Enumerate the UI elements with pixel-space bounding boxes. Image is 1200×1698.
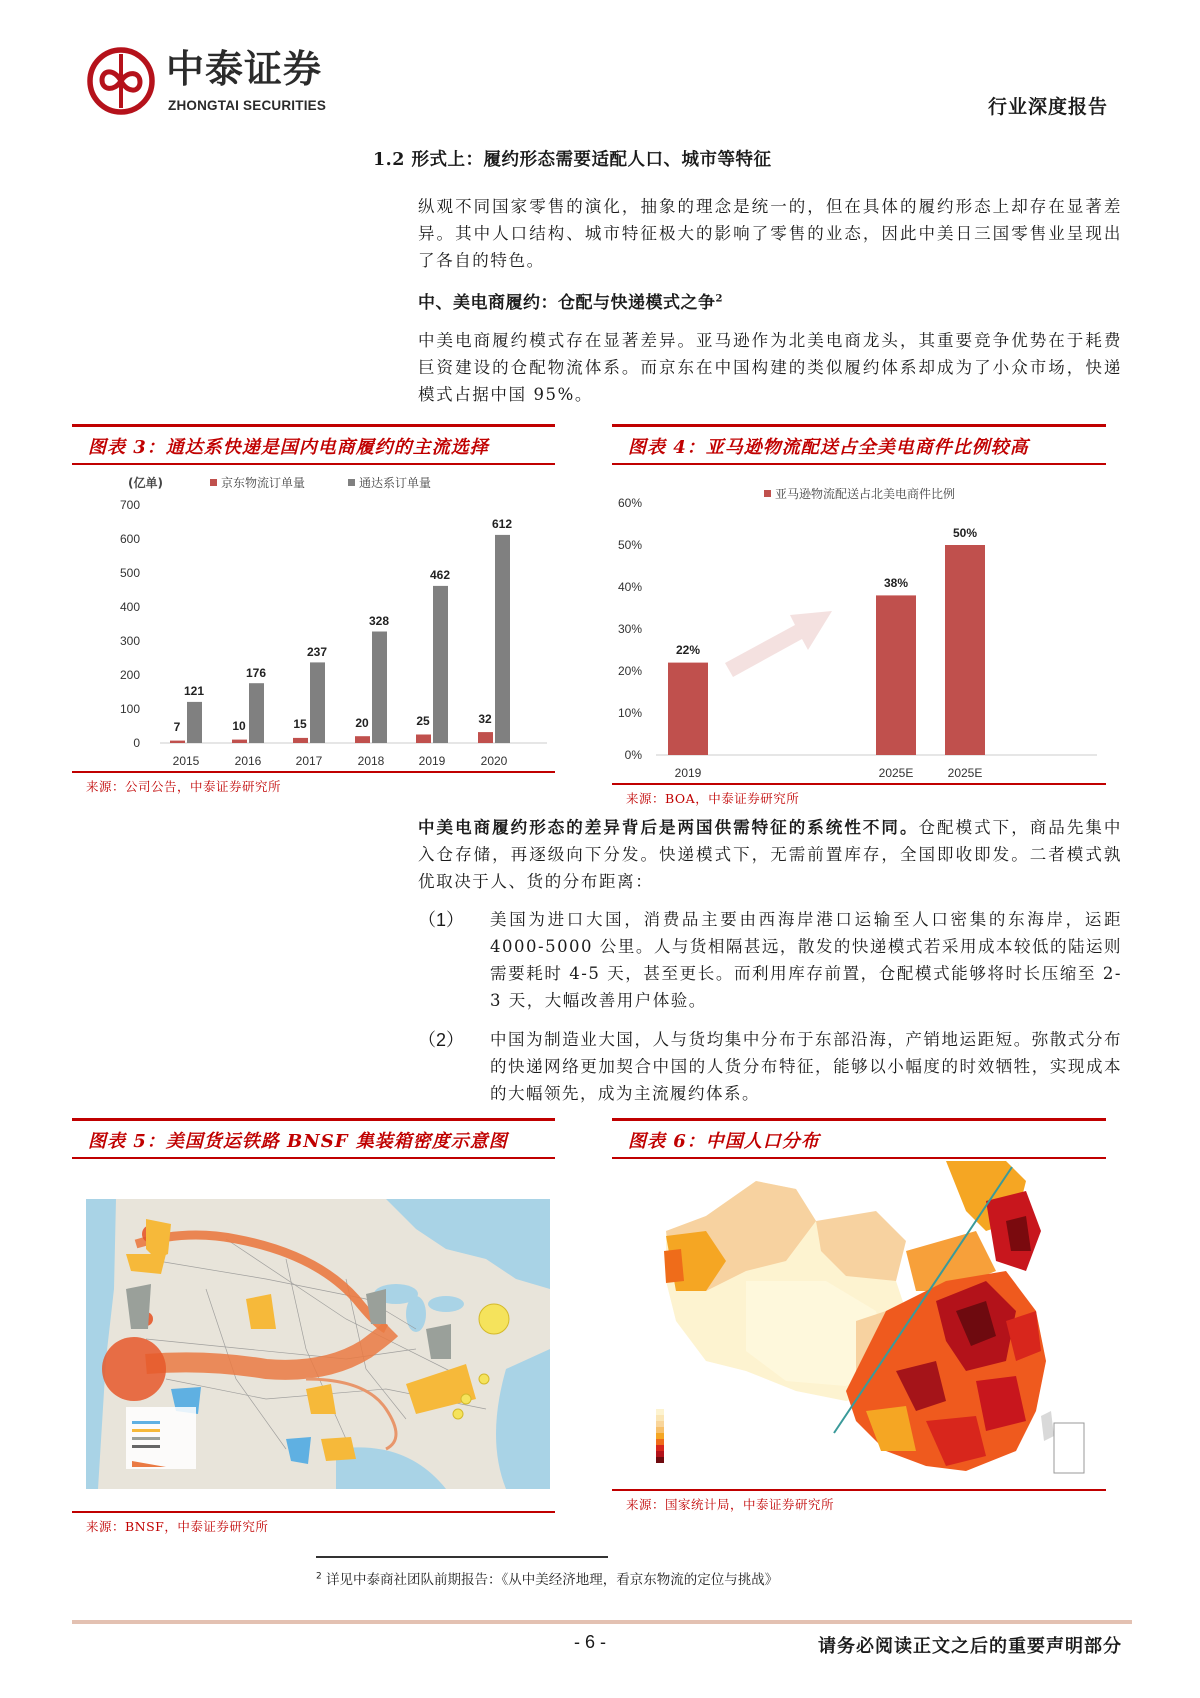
trend-arrow-icon bbox=[725, 611, 832, 677]
brand-name-cn: 中泰证券 bbox=[166, 47, 323, 91]
svg-text:100: 100 bbox=[119, 702, 140, 716]
brand-name-en: ZHONGTAI SECURITIES bbox=[168, 98, 327, 113]
y-axis-ticks bbox=[120, 498, 140, 750]
legend-swatch-tongda bbox=[348, 479, 355, 486]
svg-text:612: 612 bbox=[491, 517, 513, 531]
svg-text:0%: 0% bbox=[624, 748, 642, 762]
x-axis-ticks bbox=[675, 766, 983, 780]
figure-3 bbox=[72, 424, 555, 795]
footnote-mark: 2 bbox=[715, 293, 723, 305]
svg-text:40%: 40% bbox=[617, 580, 642, 594]
svg-text:60%: 60% bbox=[617, 496, 642, 510]
svg-text:50%: 50% bbox=[617, 538, 642, 552]
svg-text:500: 500 bbox=[119, 566, 140, 580]
svg-text:30%: 30% bbox=[617, 622, 642, 636]
legend-tongda: 通达系订单量 bbox=[359, 476, 432, 490]
svg-text:20%: 20% bbox=[617, 664, 642, 678]
figure-title: 图表 3：通达系快递是国内电商履约的主流选择 bbox=[88, 437, 489, 458]
svg-text:2015: 2015 bbox=[172, 754, 200, 768]
svg-text:7: 7 bbox=[173, 720, 181, 734]
figure-title-rule bbox=[612, 1157, 1106, 1159]
svg-text:2025E: 2025E bbox=[947, 766, 983, 780]
svg-text:2018: 2018 bbox=[357, 754, 385, 768]
footer-divider bbox=[72, 1620, 1132, 1624]
footnote-mark: 2 bbox=[316, 1571, 322, 1582]
footer-disclaimer: 请务必阅读正文之后的重要声明部分 bbox=[818, 1636, 1122, 1657]
y-unit-label: (亿单) bbox=[128, 476, 163, 490]
svg-text:20: 20 bbox=[355, 716, 369, 730]
paragraph-3-rest: 仓配模式下，商品先集中入仓存储，再逐级向下分发。快递模式下，无需前置库存，全国即收即发。二者模式孰优取决于人、货的分布距离： bbox=[418, 818, 1122, 891]
figure-source: 来源：BNSF，中泰证券研究所 bbox=[86, 1519, 269, 1534]
svg-text:50%: 50% bbox=[952, 526, 978, 540]
figure-5 bbox=[72, 1118, 555, 1535]
svg-text:2025E: 2025E bbox=[878, 766, 914, 780]
us-map-image bbox=[86, 1199, 550, 1489]
list-number: （2） bbox=[418, 1030, 465, 1050]
x-axis-ticks bbox=[173, 754, 508, 768]
page-number: - 6 - bbox=[574, 1632, 607, 1652]
svg-text:700: 700 bbox=[119, 498, 140, 512]
figure-4 bbox=[612, 424, 1106, 807]
section-title: 1.2 形式上：履约形态需要适配人口、城市等特征 bbox=[373, 150, 772, 170]
us-rail-density-map bbox=[86, 1199, 550, 1489]
report-type-label: 行业深度报告 bbox=[987, 96, 1108, 118]
figure-source: 来源：BOA，中泰证券研究所 bbox=[626, 791, 800, 806]
svg-text:121: 121 bbox=[183, 684, 205, 698]
footnote bbox=[316, 1568, 778, 1588]
logo-icon bbox=[86, 46, 156, 116]
y-axis-ticks bbox=[618, 496, 642, 762]
bar-chart-amazon-share bbox=[612, 465, 1106, 787]
svg-text:2019: 2019 bbox=[674, 766, 702, 780]
svg-text:15: 15 bbox=[293, 717, 307, 731]
svg-text:2020: 2020 bbox=[480, 754, 508, 768]
svg-text:400: 400 bbox=[119, 600, 140, 614]
svg-text:2016: 2016 bbox=[234, 754, 262, 768]
legend-jd: 京东物流订单量 bbox=[221, 476, 306, 490]
sub-heading bbox=[418, 288, 723, 313]
numbered-list bbox=[418, 906, 1122, 1107]
figure-source: 来源：国家统计局，中泰证券研究所 bbox=[626, 1497, 835, 1512]
list-item bbox=[418, 1026, 1122, 1107]
svg-text:300: 300 bbox=[119, 634, 140, 648]
figure-title: 图表 4：亚马逊物流配送占全美电商件比例较高 bbox=[628, 437, 1029, 458]
svg-text:176: 176 bbox=[245, 666, 267, 680]
legend-label: 亚马逊物流配送占北美电商件比例 bbox=[775, 487, 956, 501]
list-number: （1） bbox=[418, 910, 465, 930]
svg-text:32: 32 bbox=[478, 712, 492, 726]
figure-source: 来源：公司公告，中泰证券研究所 bbox=[86, 779, 282, 794]
bars bbox=[668, 526, 985, 755]
list-item bbox=[418, 906, 1122, 1014]
intro-paragraph: 纵观不同国家零售的演化，抽象的理念是统一的，但在具体的履约形态上却存在显著差异。其中人口结构、城市特征极大的影响了零售的业态，因此中美日三国零售业呈现出了各自的特色。 bbox=[418, 197, 1122, 270]
paragraph-3 bbox=[418, 814, 1122, 895]
map-legend bbox=[656, 1409, 664, 1463]
legend-swatch bbox=[764, 490, 771, 497]
figure-title: 图表 6：中国人口分布 bbox=[628, 1131, 820, 1152]
svg-text:462: 462 bbox=[429, 568, 451, 582]
svg-text:38%: 38% bbox=[883, 576, 909, 590]
svg-text:25: 25 bbox=[416, 714, 430, 728]
paragraph-2: 中美电商履约模式存在显著差异。亚马逊作为北美电商龙头，其重要竞争优势在于耗费巨资建设的仓配物流体系。而京东在中国构建的类似履约体系却成为了小众市场，快递模式占据中国 95%。 bbox=[418, 331, 1122, 404]
svg-text:10%: 10% bbox=[617, 706, 642, 720]
footnote-text: 详见中泰商社团队前期报告：《从中美经济地理，看京东物流的定位与挑战》 bbox=[326, 1572, 779, 1588]
bars bbox=[170, 517, 512, 743]
svg-text:200: 200 bbox=[119, 668, 140, 682]
footnote-divider bbox=[316, 1556, 608, 1558]
svg-text:0: 0 bbox=[133, 736, 140, 750]
svg-text:2017: 2017 bbox=[295, 754, 323, 768]
svg-text:10: 10 bbox=[232, 719, 246, 733]
svg-text:2019: 2019 bbox=[418, 754, 446, 768]
bar-chart-orders bbox=[72, 465, 555, 775]
paragraph-3-bold: 中美电商履约形态的差异背后是两国供需特征的系统性不同。 bbox=[418, 818, 919, 837]
list-text: 美国为进口大国，消费品主要由西海岸港口运输至人口密集的东海岸，运距 4000-5000 公里。人与货相隔甚远，散发的快递模式若采用成本较低的陆运则需要耗时 4-5 天，甚至更长。而利用库存前置，仓配模式能够将时长压缩至 2-3 天，大幅改善用户体验。 bbox=[490, 910, 1122, 1010]
figure-title-rule bbox=[72, 1157, 555, 1159]
svg-text:237: 237 bbox=[306, 645, 328, 659]
list-text: 中国为制造业大国，人与货均集中分布于东部沿海，产销地运距短。弥散式分布的快递网络更加契合中国的人货分布特征，能够以小幅度的时效牺牲，实现成本的大幅领先，成为主流履约体系。 bbox=[490, 1030, 1122, 1103]
china-map-image bbox=[646, 1161, 1086, 1491]
svg-text:328: 328 bbox=[368, 614, 390, 628]
figure-6 bbox=[612, 1118, 1106, 1513]
figure-title: 图表 5：美国货运铁路 BNSF 集装箱密度示意图 bbox=[88, 1131, 508, 1152]
legend-swatch-jd bbox=[210, 479, 217, 486]
company-logo bbox=[86, 46, 156, 116]
svg-text:22%: 22% bbox=[675, 643, 701, 657]
sub-heading-text: 中、美电商履约：仓配与快递模式之争 bbox=[418, 293, 716, 313]
svg-text:600: 600 bbox=[119, 532, 140, 546]
china-population-map bbox=[646, 1161, 1086, 1491]
